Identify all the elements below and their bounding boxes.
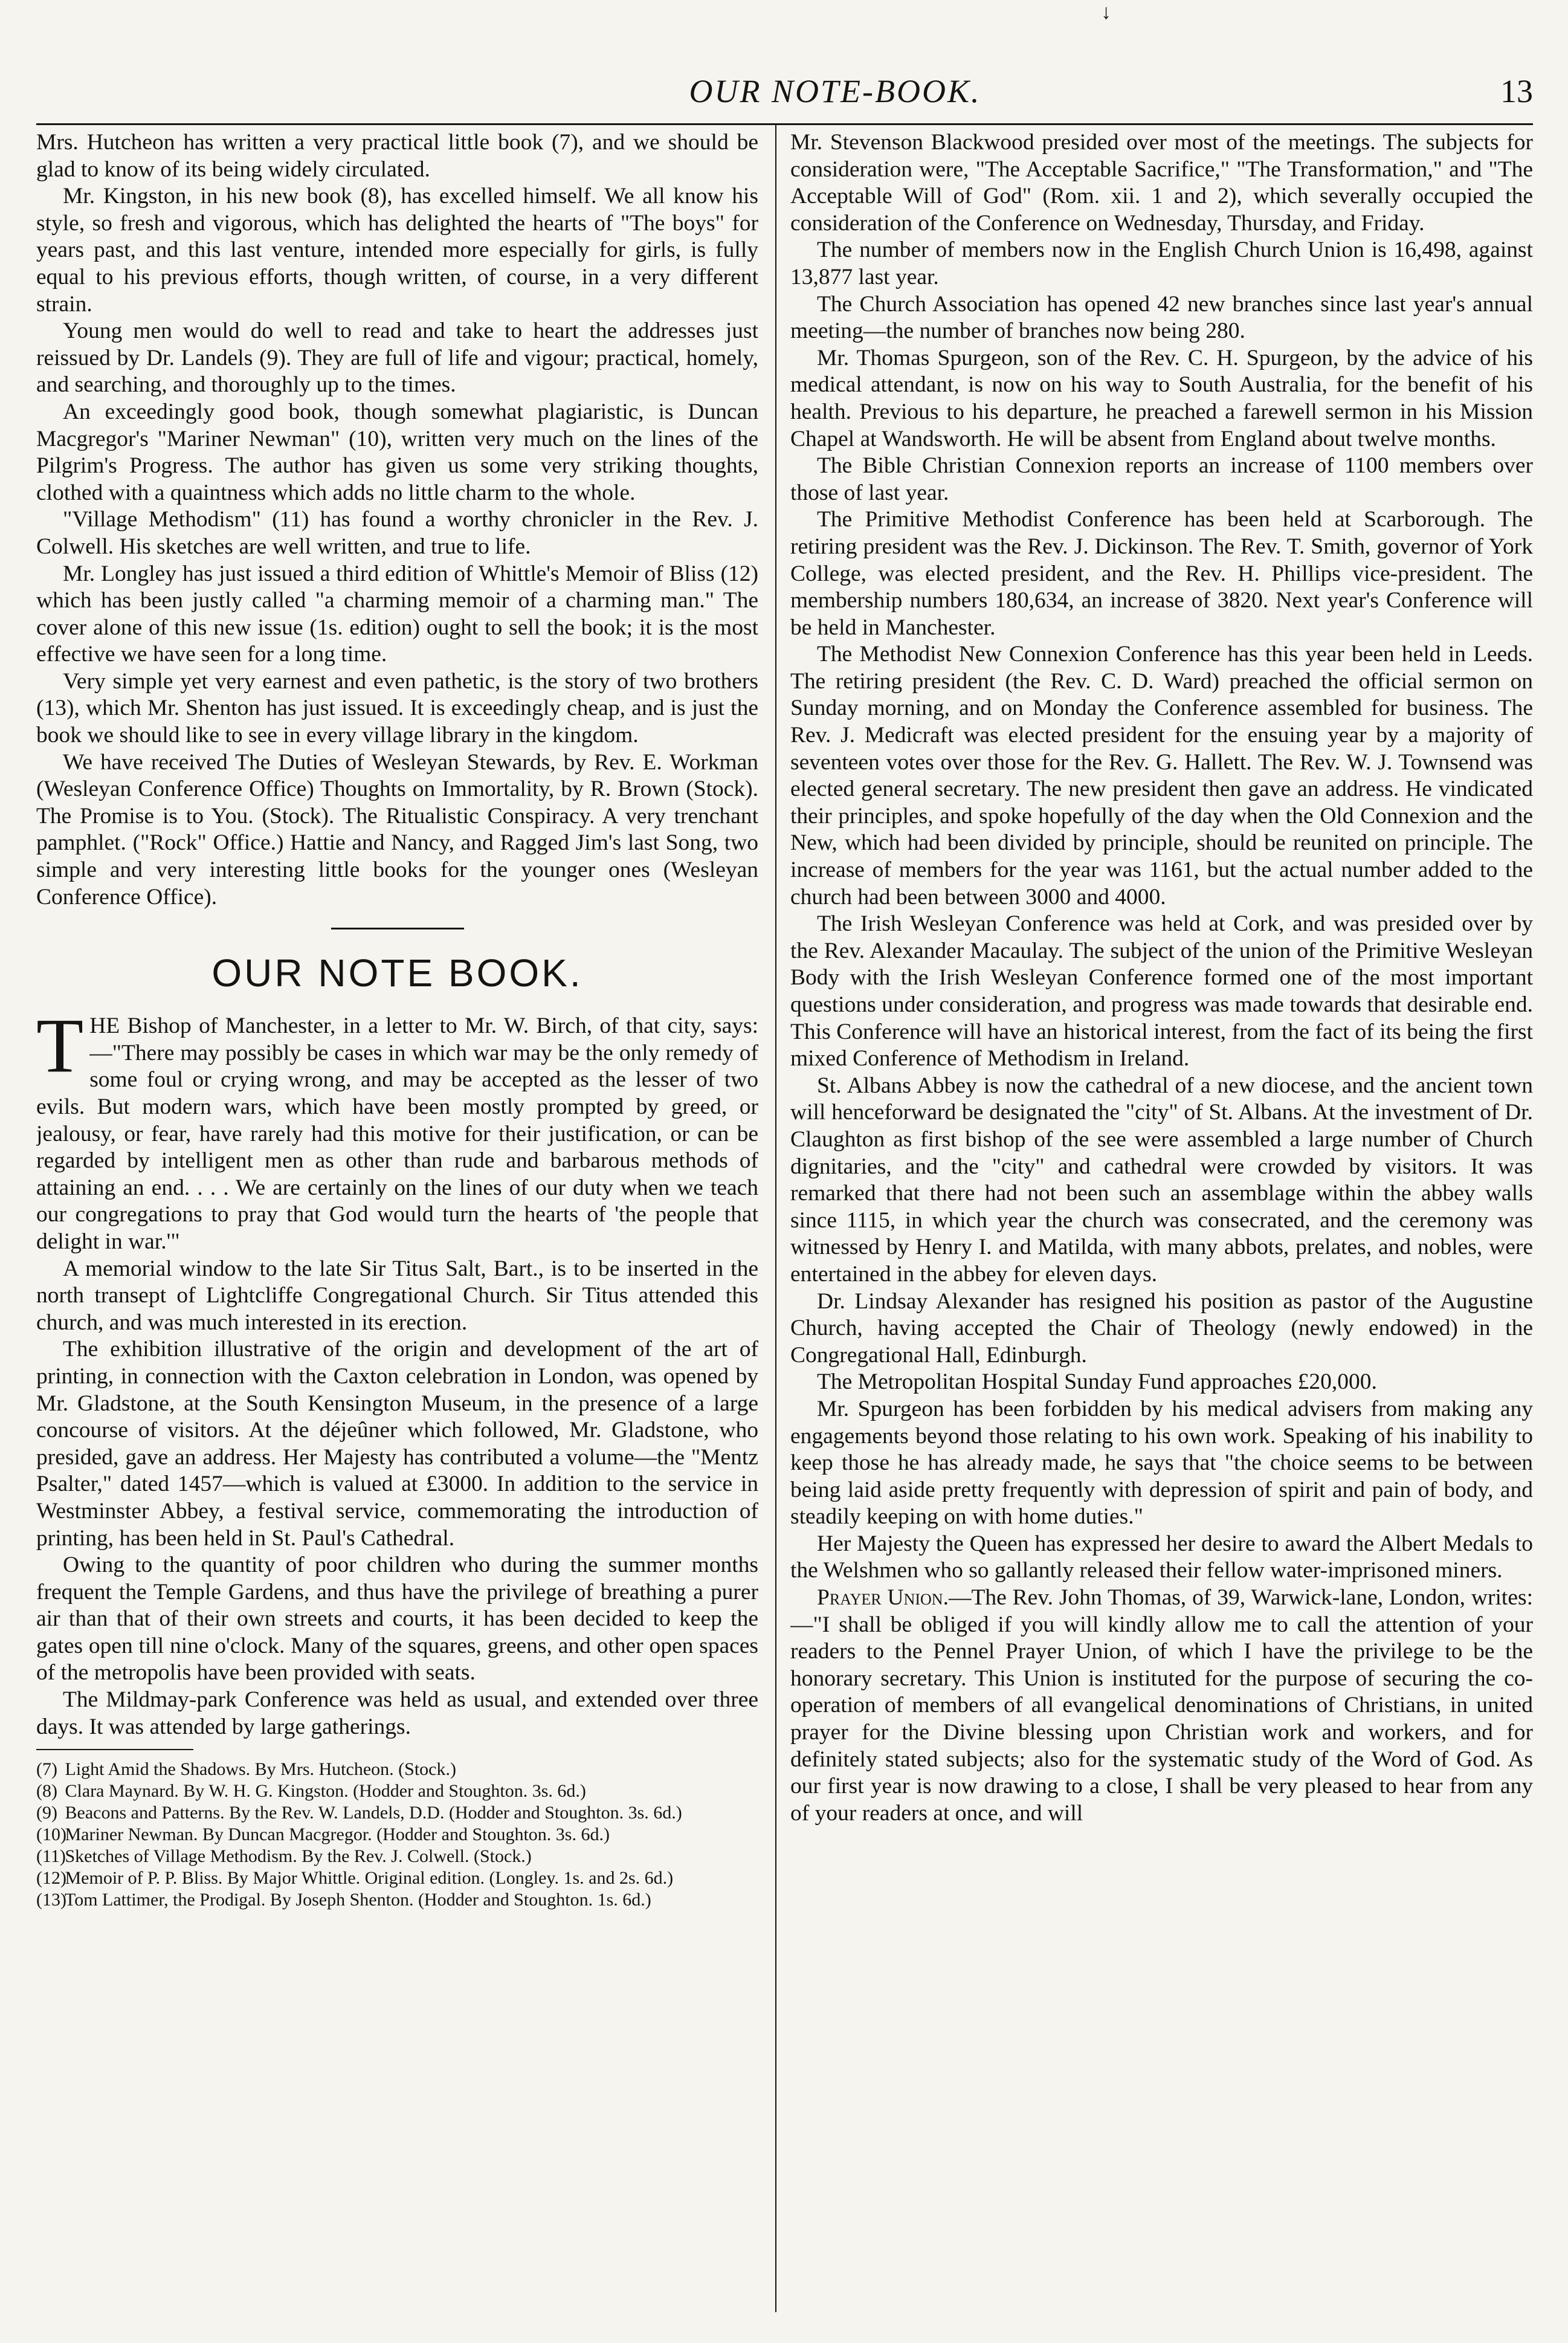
opening-text: HE Bishop of Manchester, in a letter to Mr. W. Birch, of that city, says:—"There may possibly be cases in which war may be the only remedy of some foul or crying wrong, and may be accepted as the lesser of two evils. But modern wars, which have been mostly prompted by greed, or jealousy, or fear, have rarely had this motive for their justification, or can be regarded by intelligent men as other than rude and barbarous methods of attaining an end. . . . We are certainly on the lines of our duty when we teach our congregations to pray that God would turn the hearts of 'the people that delight in war.'" bbox=[36, 1013, 758, 1254]
footnote bbox=[36, 1759, 758, 1780]
paragraph: Her Majesty the Queen has expressed her desire to award the Albert Medals to the Welshmen who so gallantly released their fellow water-imprisoned miners. bbox=[790, 1531, 1533, 1583]
paragraph: Very simple yet very earnest and even pathetic, is the story of two brothers (13), which Mr. Shenton has just issued. It is exceedingly cheap, and is just the book we should like to see in every village library in the kingdom. bbox=[36, 668, 758, 748]
paragraph: The Bible Christian Connexion reports an increase of 1100 members over those of last year. bbox=[790, 453, 1533, 505]
footnote-number: (12) bbox=[36, 1868, 66, 1889]
paragraph: The Church Association has opened 42 new branches since last year's annual meeting—the number of branches now being 280. bbox=[790, 291, 1533, 344]
paragraph: Mr. Stevenson Blackwood presided over most of the meetings. The subjects for consideration were, "The Acceptable Sacrifice," "The Transformation," and "The Acceptable Will of God" (Rom. xii. 1 and 2), which severally occupied the consideration of the Conference on Wednesday, Thursday, and Friday. bbox=[790, 130, 1533, 236]
paragraph: Dr. Lindsay Alexander has resigned his position as pastor of the Augustine Church, having accepted the Chair of Theology (newly endowed) in the Congregational Hall, Edinburgh. bbox=[790, 1288, 1533, 1368]
section-rule bbox=[331, 928, 464, 929]
paragraph: Mr. Thomas Spurgeon, son of the Rev. C. H. Spurgeon, by the advice of his medical attendant, is now on his way to South Australia, for the benefit of his health. Previous to his departure, he preached a farewell sermon in his Mission Chapel at Wandsworth. He will be absent from England about twelve months. bbox=[790, 345, 1533, 451]
footnote-number: (10) bbox=[36, 1824, 66, 1845]
footnote-number: (13) bbox=[36, 1890, 66, 1910]
footnotes bbox=[36, 1759, 758, 1911]
paragraph: We have received The Duties of Wesleyan Stewards, by Rev. E. Workman (Wesleyan Conference Office) Thoughts on Immortality, by R. Brown (Stock). The Promise is to You. (Stock). The Ritualistic Conspiracy. A very trenchant pamphlet. ("Rock" Office.) Hattie and Nancy, and Ragged Jim's last Song, two simple and very interesting little books for the younger ones (Wesleyan Conference Office). bbox=[36, 749, 758, 910]
left-column bbox=[36, 129, 758, 2329]
page-number: 13 bbox=[1500, 73, 1533, 109]
stray-mark: ↓ bbox=[1101, 1, 1111, 24]
footnote-number: (9) bbox=[36, 1803, 57, 1823]
paragraph: An exceedingly good book, though somewhat plagiaristic, is Duncan Macgregor's "Mariner Newman" (10), written very much on the lines of the Pilgrim's Progress. The author has given us some very striking thoughts, clothed with a quaintness which adds no little charm to the whole. bbox=[36, 399, 758, 505]
paragraph: "Village Methodism" (11) has found a worthy chronicler in the Rev. J. Colwell. His sketches are well written, and true to life. bbox=[36, 507, 758, 559]
header-rule bbox=[36, 123, 1533, 125]
prayer-union-lead: Prayer Union. bbox=[817, 1585, 949, 1611]
section-heading: OUR NOTE BOOK. bbox=[211, 951, 583, 995]
paragraph: The Mildmay-park Conference was held as usual, and extended over three days. It was attended by large gatherings. bbox=[36, 1687, 758, 1739]
footnote-text: Light Amid the Shadows. By Mrs. Hutcheon. (Stock.) bbox=[65, 1759, 456, 1780]
footnote-text: Clara Maynard. By W. H. G. Kingston. (Hodder and Stoughton. 3s. 6d.) bbox=[65, 1781, 586, 1802]
footnote-number: (8) bbox=[36, 1781, 57, 1802]
footnote bbox=[36, 1867, 758, 1889]
paragraph: The Methodist New Connexion Conference has this year been held in Leeds. The retiring president (the Rev. C. D. Ward) preached the official sermon on Sunday morning, and on Monday the Conference assembled for business. The Rev. J. Medicraft was elected president for the ensuing year by a majority of seventeen votes over those for the Rev. G. Hallett. The Rev. W. J. Townsend was elected general secretary. The new president then gave an address. He vindicated their principles, and spoke hopefully of the day when the Old Connexion and the New, which had been divided by principle, should be reunited on principle. The increase of members for the year was 1161, but the actual number added to the church had been between 3000 and 4000. bbox=[790, 642, 1533, 910]
footnote-rule bbox=[36, 1749, 193, 1750]
footnote-text: Mariner Newman. By Duncan Macgregor. (Hodder and Stoughton. 3s. 6d.) bbox=[65, 1824, 610, 1845]
footnote bbox=[36, 1889, 758, 1911]
paragraph: Mr. Longley has just issued a third edition of Whittle's Memoir of Bliss (12) which has been justly called "a charming memoir of a charming man." The cover alone of this new issue (1s. edition) ought to sell the book; it is the most effective we have seen for a long time. bbox=[36, 561, 758, 667]
footnote-text: Tom Lattimer, the Prodigal. By Joseph Shenton. (Hodder and Stoughton. 1s. 6d.) bbox=[64, 1890, 651, 1910]
paragraph: Mr. Spurgeon has been forbidden by his medical advisers from making any engagements beyond those relating to his own work. Speaking of his inability to keep those he has already made, he says that "the choice seems to be between being laid aside pretty frequently with depression of spirit and pain of body, and steadily keeping on with home duties." bbox=[790, 1396, 1533, 1530]
footnote bbox=[36, 1802, 758, 1824]
prayer-union-paragraph bbox=[790, 1585, 1533, 1827]
footnote-text: Sketches of Village Methodism. By the Rev. J. Colwell. (Stock.) bbox=[65, 1846, 532, 1867]
footnote-text: Memoir of P. P. Bliss. By Major Whittle. Original edition. (Longley. 1s. and 2s. 6d.) bbox=[65, 1868, 674, 1889]
paragraph: The Primitive Methodist Conference has been held at Scarborough. The retiring president was the Rev. J. Dickinson. The Rev. T. Smith, governor of York College, was elected president, and the Rev. H. Phillips vice-president. The membership numbers 180,634, an increase of 3820. Next year's Conference will be held in Manchester. bbox=[790, 507, 1533, 640]
footnote bbox=[36, 1824, 758, 1846]
paragraph: Owing to the quantity of poor children who during the summer months frequent the Temple Gardens, and thus have the privilege of breathing a purer air than that of their own streets and courts, it has been decided to keep the gates open till nine o'clock. Many of the squares, greens, and other open spaces of the metropolis have been provided with seats. bbox=[36, 1553, 758, 1685]
column-divider bbox=[775, 124, 776, 2312]
opening-paragraph bbox=[36, 1003, 758, 1255]
paragraph: Mrs. Hutcheon has written a very practical little book (7), and we should be glad to know of its being widely circulated. bbox=[36, 130, 758, 182]
drop-cap: T bbox=[36, 1003, 84, 1089]
paragraph: The Irish Wesleyan Conference was held at Cork, and was presided over by the Rev. Alexander Macaulay. The subject of the union of the Primitive Wesleyan Body with the Irish Wesleyan Conference formed one of the most important questions under consideration, and progress was made towards that desirable end. This Conference will have an historical interest, from the fact of its being the first mixed Conference of Methodism in Ireland. bbox=[790, 911, 1533, 1071]
footnote bbox=[36, 1846, 758, 1867]
prayer-union-text: —The Rev. John Thomas, of 39, Warwick-lane, London, writes:—"I shall be obliged if you will kindly allow me to call the attention of your readers to the Pennel Prayer Union, of which I have the privilege to be the honorary secretary. This Union is instituted for the purpose of securing the co-operation of members of all evangelical denominations of Christians, in united prayer for the Divine blessing upon Christian work and workers, and for definitely stated subjects; also for the systematic study of the Word of God. As our first year is now drawing to a close, I shall be very pleased to hear from any of your readers at once, and will bbox=[790, 1585, 1533, 1826]
paragraph: The number of members now in the English Church Union is 16,498, against 13,877 last year. bbox=[790, 238, 1533, 289]
right-column bbox=[790, 129, 1533, 2329]
footnote-number: (7) bbox=[36, 1759, 57, 1780]
running-title: OUR NOTE-BOOK. bbox=[689, 73, 981, 109]
paragraph: The exhibition illustrative of the origin and development of the art of printing, in connection with the Caxton celebration in London, was opened by Mr. Gladstone, at the South Kensington Museum, in the presence of a large concourse of visitors. At the déjeûner which followed, Mr. Gladstone, who presided, gave an address. Her Majesty has contributed a volume—the "Mentz Psalter," dated 1457—which is valued at £3000. In addition to the service in Westminster Abbey, a festival service, commemorating the introduction of printing, has been held in St. Paul's Cathedral. bbox=[36, 1337, 758, 1551]
paragraph: Young men would do well to read and take to heart the addresses just reissued by Dr. Landels (9). They are full of life and vigour; practical, homely, and searching, and thoroughly up to the times. bbox=[36, 318, 758, 398]
paragraph: St. Albans Abbey is now the cathedral of a new diocese, and the ancient town will henceforward be designated the "city" of St. Albans. At the investment of Dr. Claughton as first bishop of the see were assembled a large number of Church dignitaries, and the "city" and cathedral were crowded by visitors. It was remarked that there had not been such an assemblage within the abbey walls since 1115, in which year the church was consecrated, and the ceremony was witnessed by Henry I. and Matilda, with many abbots, prelates, and nobles, were entertained in the abbey for eleven days. bbox=[790, 1073, 1533, 1287]
footnote bbox=[36, 1780, 758, 1802]
footnote-text: Beacons and Patterns. By the Rev. W. Landels, D.D. (Hodder and Stoughton. 3s. 6d.) bbox=[65, 1803, 682, 1823]
footnote-number: (11) bbox=[36, 1846, 66, 1867]
paragraph: A memorial window to the late Sir Titus Salt, Bart., is to be inserted in the north transept of Lightcliffe Congregational Church. Sir Titus attended this church, and was much interested in its erection. bbox=[36, 1256, 758, 1335]
paragraph: The Metropolitan Hospital Sunday Fund approaches £20,000. bbox=[817, 1369, 1377, 1395]
paragraph: Mr. Kingston, in his new book (8), has excelled himself. We all know his style, so fresh and vigorous, which has delighted the hearts of "The boys" for years past, and this last venture, intended more especially for girls, is fully equal to his previous efforts, though written, of course, in a very different strain. bbox=[36, 184, 758, 317]
